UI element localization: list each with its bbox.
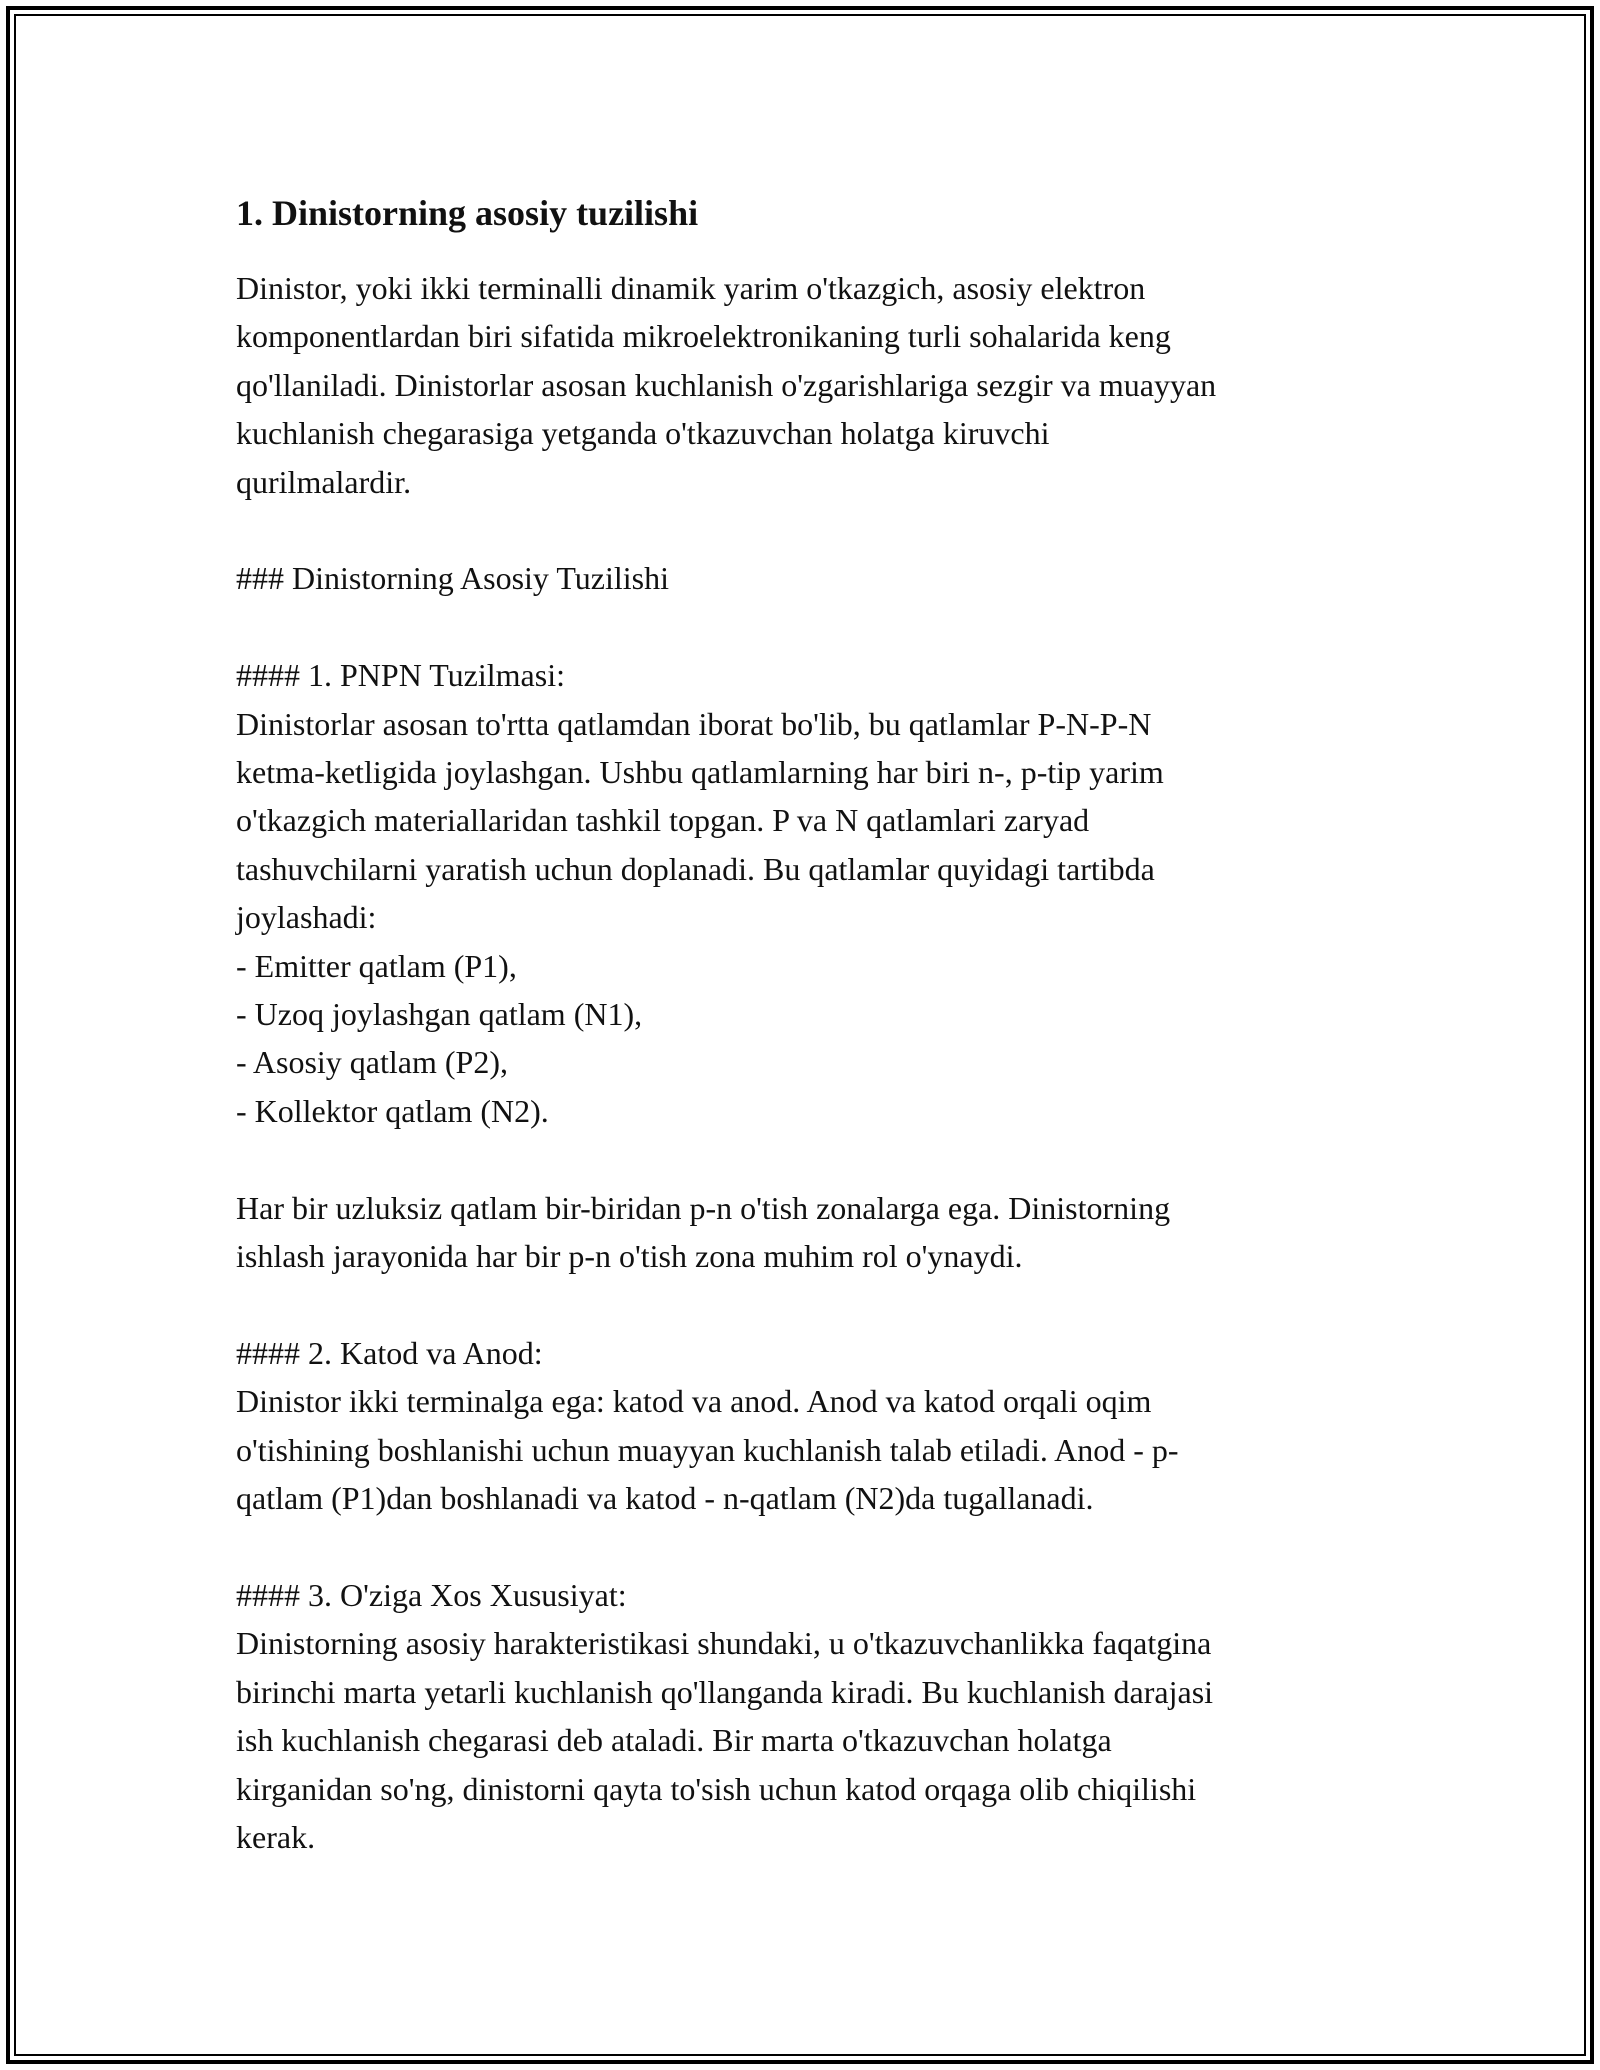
page-title: 1. Dinistorning asosiy tuzilishi xyxy=(236,193,699,233)
subheading-text: ### Dinistorning Asosiy Tuzilishi xyxy=(236,560,669,597)
text-line: tashuvchilarni yaratish uchun doplanadi. Bu qatlamlar quyidagi tartibda xyxy=(236,850,1155,887)
text-line: o'tishining boshlanishi uchun muayyan kuchlanish talab etiladi. Anod - p- xyxy=(236,1431,1179,1468)
paragraph-gap xyxy=(236,506,1376,554)
text-line: komponentlardan biri sifatida mikroelektronikaning turli sohalarida keng xyxy=(236,318,1171,355)
list-item: - Kollektor qatlam (N2). xyxy=(236,1092,549,1129)
document-body xyxy=(236,188,1376,1861)
text-line: birinchi marta yetarli kuchlanish qo'llanganda kiradi. Bu kuchlanish darajasi xyxy=(236,1673,1214,1710)
text-line: Dinistor ikki terminalga ega: katod va anod. Anod va katod orqali oqim xyxy=(236,1383,1152,1420)
paragraph-gap xyxy=(236,1280,1376,1328)
text-line: Dinistorlar asosan to'rtta qatlamdan iborat bo'lib, bu qatlamlar P-N-P-N xyxy=(236,705,1152,742)
section-heading: #### 3. O'ziga Xos Xususiyat: xyxy=(236,1576,627,1613)
terminals-section xyxy=(236,1329,1376,1523)
text-line: joylashadi: xyxy=(236,899,377,936)
text-line: ishlash jarayonida har bir p-n o'tish zona muhim rol o'ynaydi. xyxy=(236,1238,1023,1275)
paragraph-gap xyxy=(236,603,1376,651)
text-line: kerak. xyxy=(236,1818,316,1855)
text-line: qurilmalardir. xyxy=(236,463,412,500)
junction-paragraph xyxy=(236,1184,1376,1281)
section-heading: #### 2. Katod va Anod: xyxy=(236,1334,543,1371)
paragraph-gap xyxy=(236,1523,1376,1571)
text-line: Har bir uzluksiz qatlam bir-biridan p-n o'tish zonalarga ega. Dinistorning xyxy=(236,1189,1171,1226)
text-line: Dinistor, yoki ikki terminalli dinamik yarim o'tkazgich, asosiy elektron xyxy=(236,270,1146,306)
pnpn-section xyxy=(236,651,1376,1135)
list-item: - Asosiy qatlam (P2), xyxy=(236,1044,508,1081)
text-line: qo'llaniladi. Dinistorlar asosan kuchlanish o'zgarishlariga sezgir va muayyan xyxy=(236,366,1217,403)
section-heading: #### 1. PNPN Tuzilmasi: xyxy=(236,657,565,694)
list-item: - Emitter qatlam (P1), xyxy=(236,947,517,984)
text-line: o'tkazgich materiallaridan tashkil topgan. P va N qatlamlari zaryad xyxy=(236,802,1090,839)
feature-section xyxy=(236,1571,1376,1861)
paragraph-gap xyxy=(236,1135,1376,1183)
list-item: - Uzoq joylashgan qatlam (N1), xyxy=(236,996,643,1033)
text-line: ketma-ketligida joylashgan. Ushbu qatlamlarning har biri n-, p-tip yarim xyxy=(236,754,1164,791)
text-line: qatlam (P1)dan boshlanadi va katod - n-qatlam (N2)da tugallanadi. xyxy=(236,1480,1094,1517)
text-line: kirganidan so'ng, dinistorni qayta to'sish uchun katod orqaga olib chiqilishi xyxy=(236,1770,1197,1807)
subheading xyxy=(236,554,1376,602)
text-line: Dinistorning asosiy harakteristikasi shundaki, u o'tkazuvchanlikka faqatgina xyxy=(236,1625,1212,1662)
intro-paragraph xyxy=(236,264,1376,506)
text-line: kuchlanish chegarasiga yetganda o'tkazuvchan holatga kiruvchi xyxy=(236,415,1050,452)
text-line: ish kuchlanish chegarasi deb ataladi. Bir marta o'tkazuvchan holatga xyxy=(236,1722,1112,1759)
